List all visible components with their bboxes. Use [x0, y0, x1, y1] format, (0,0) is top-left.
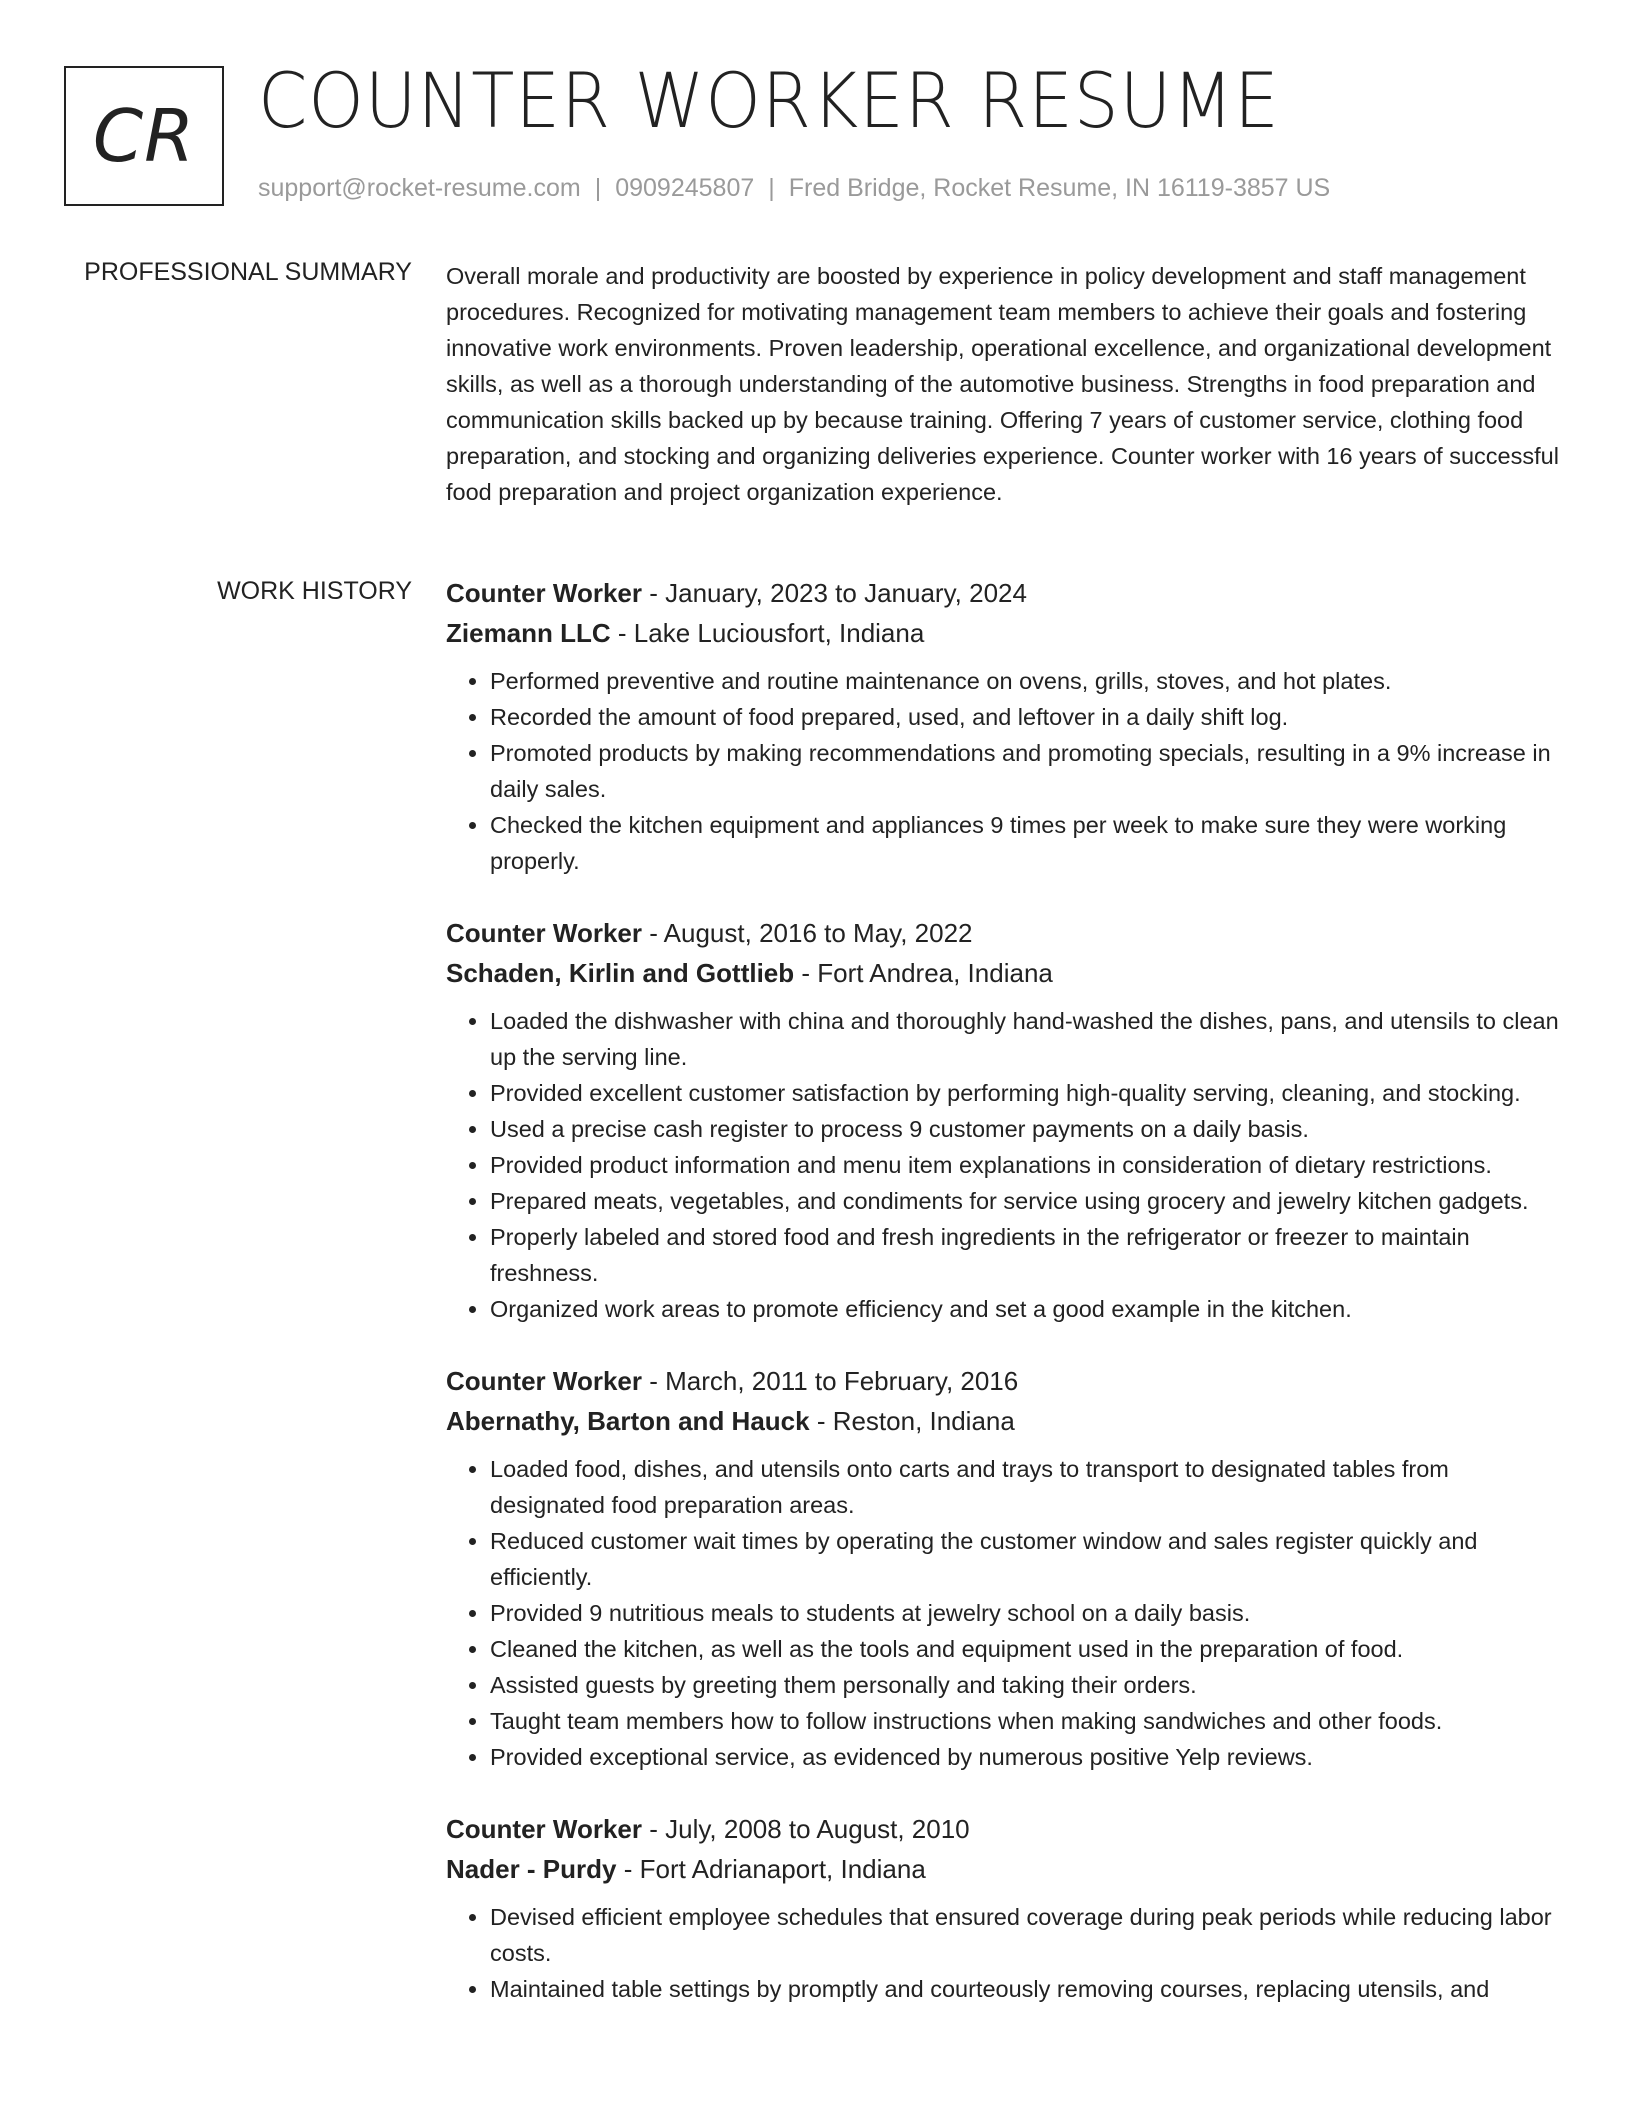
contact-phone: 0909245807 [615, 174, 755, 202]
job-title: Counter Worker [446, 1814, 642, 1844]
job-title-line [446, 1361, 1566, 1401]
job-location: - Fort Andrea, Indiana [794, 958, 1053, 988]
job-duties-list [446, 1451, 1566, 1775]
job-entry [446, 913, 1566, 1327]
job-duty-item: • Provided exceptional service, as evidenced by numerous positive Yelp reviews. [490, 1739, 1566, 1775]
job-company: Nader - Purdy [446, 1854, 617, 1884]
initials-monogram [64, 66, 224, 206]
job-dates: - March, 2011 to February, 2016 [642, 1366, 1019, 1396]
job-duty-item: • Properly labeled and stored food and fresh ingredients in the refrigerator or freezer to maintain freshness. [490, 1219, 1566, 1291]
job-entry [446, 573, 1566, 879]
job-duty-item: • Maintained table settings by promptly and courteously removing courses, replacing utensils, and [490, 1971, 1566, 2007]
job-duty-item: • Organized work areas to promote efficiency and set a good example in the kitchen. [490, 1291, 1566, 1327]
job-company: Ziemann LLC [446, 618, 611, 648]
job-title: Counter Worker [446, 918, 642, 948]
job-company: Abernathy, Barton and Hauck [446, 1406, 810, 1436]
job-duty-item: • Loaded the dishwasher with china and thoroughly hand-washed the dishes, pans, and utensils to clean up the serving line. [490, 1003, 1566, 1075]
job-duty-item: • Loaded food, dishes, and utensils onto carts and trays to transport to designated tables from designated food preparation areas. [490, 1451, 1566, 1523]
initials-text: CR [92, 94, 196, 178]
job-dates: - August, 2016 to May, 2022 [642, 918, 973, 948]
contact-separator: | [768, 174, 775, 202]
work-history-heading: WORK HISTORY [217, 577, 412, 605]
job-duty-item: • Recorded the amount of food prepared, used, and leftover in a daily shift log. [490, 699, 1566, 735]
job-duty-item: • Promoted products by making recommendations and promoting specials, resulting in a 9% increase in daily sales. [490, 735, 1566, 807]
job-company-line [446, 1401, 1566, 1441]
job-company-line [446, 953, 1566, 993]
job-location: - Reston, Indiana [809, 1406, 1015, 1436]
job-duties-list [446, 663, 1566, 879]
job-duty-item: • Taught team members how to follow instructions when making sandwiches and other foods. [490, 1703, 1566, 1739]
job-duty-item: • Checked the kitchen equipment and appliances 9 times per week to make sure they were working properly. [490, 807, 1566, 879]
work-history-list [446, 573, 1566, 2041]
job-duty-item: • Provided 9 nutritious meals to students at jewelry school on a daily basis. [490, 1595, 1566, 1631]
job-duty-item: • Devised efficient employee schedules that ensured coverage during peak periods while reducing labor costs. [490, 1899, 1566, 1971]
job-company: Schaden, Kirlin and Gottlieb [446, 958, 795, 988]
job-dates: - January, 2023 to January, 2024 [642, 578, 1027, 608]
job-company-line [446, 613, 1566, 653]
professional-summary-text: Overall morale and productivity are boosted by experience in policy development and staff management procedures. Recognized for motivating management team members to achieve their goals and fostering innovative work environments. Proven leadership, operational excellence, and organizational development skills, as well as a thorough understanding of the automotive business. Strengths in food preparation and communication skills backed up by because training. Offering 7 years of customer service, clothing food preparation, and stocking and organizing deliveries experience. Counter worker with 16 years of successful food preparation and project organization experience. [446, 263, 1559, 505]
job-title: Counter Worker [446, 578, 642, 608]
job-duty-item: • Performed preventive and routine maintenance on ovens, grills, stoves, and hot plates. [490, 663, 1566, 699]
job-title: Counter Worker [446, 1366, 642, 1396]
job-location: - Lake Luciousfort, Indiana [610, 618, 925, 648]
job-duty-item: • Provided product information and menu item explanations in consideration of dietary restrictions. [490, 1147, 1566, 1183]
job-entry [446, 1809, 1566, 2007]
job-duty-item: • Cleaned the kitchen, as well as the tools and equipment used in the preparation of food. [490, 1631, 1566, 1667]
job-title-line [446, 1809, 1566, 1849]
job-entry [446, 1361, 1566, 1775]
job-title-line [446, 913, 1566, 953]
resume-title: COUNTER WORKER RESUME [258, 56, 1280, 145]
job-duty-item: • Prepared meats, vegetables, and condiments for service using grocery and jewelry kitchen gadgets. [490, 1183, 1566, 1219]
contact-email: support@rocket-resume.com [258, 174, 581, 202]
contact-address: Fred Bridge, Rocket Resume, IN 16119-3857 US [788, 174, 1331, 202]
job-duty-item: • Reduced customer wait times by operating the customer window and sales register quickly and efficiently. [490, 1523, 1566, 1595]
job-company-line [446, 1849, 1566, 1889]
job-title-line [446, 573, 1566, 613]
job-duty-item: • Used a precise cash register to process 9 customer payments on a daily basis. [490, 1111, 1566, 1147]
contact-separator: | [594, 174, 602, 202]
job-dates: - July, 2008 to August, 2010 [642, 1814, 970, 1844]
professional-summary-heading: PROFESSIONAL SUMMARY [84, 258, 412, 286]
job-duty-item: • Provided excellent customer satisfaction by performing high-quality serving, cleaning, and stocking. [490, 1075, 1566, 1111]
job-duties-list [446, 1899, 1566, 2007]
contact-line [258, 174, 1330, 203]
job-location: - Fort Adrianaport, Indiana [616, 1854, 926, 1884]
job-duties-list [446, 1003, 1566, 1327]
job-duty-item: • Assisted guests by greeting them personally and taking their orders. [490, 1667, 1566, 1703]
